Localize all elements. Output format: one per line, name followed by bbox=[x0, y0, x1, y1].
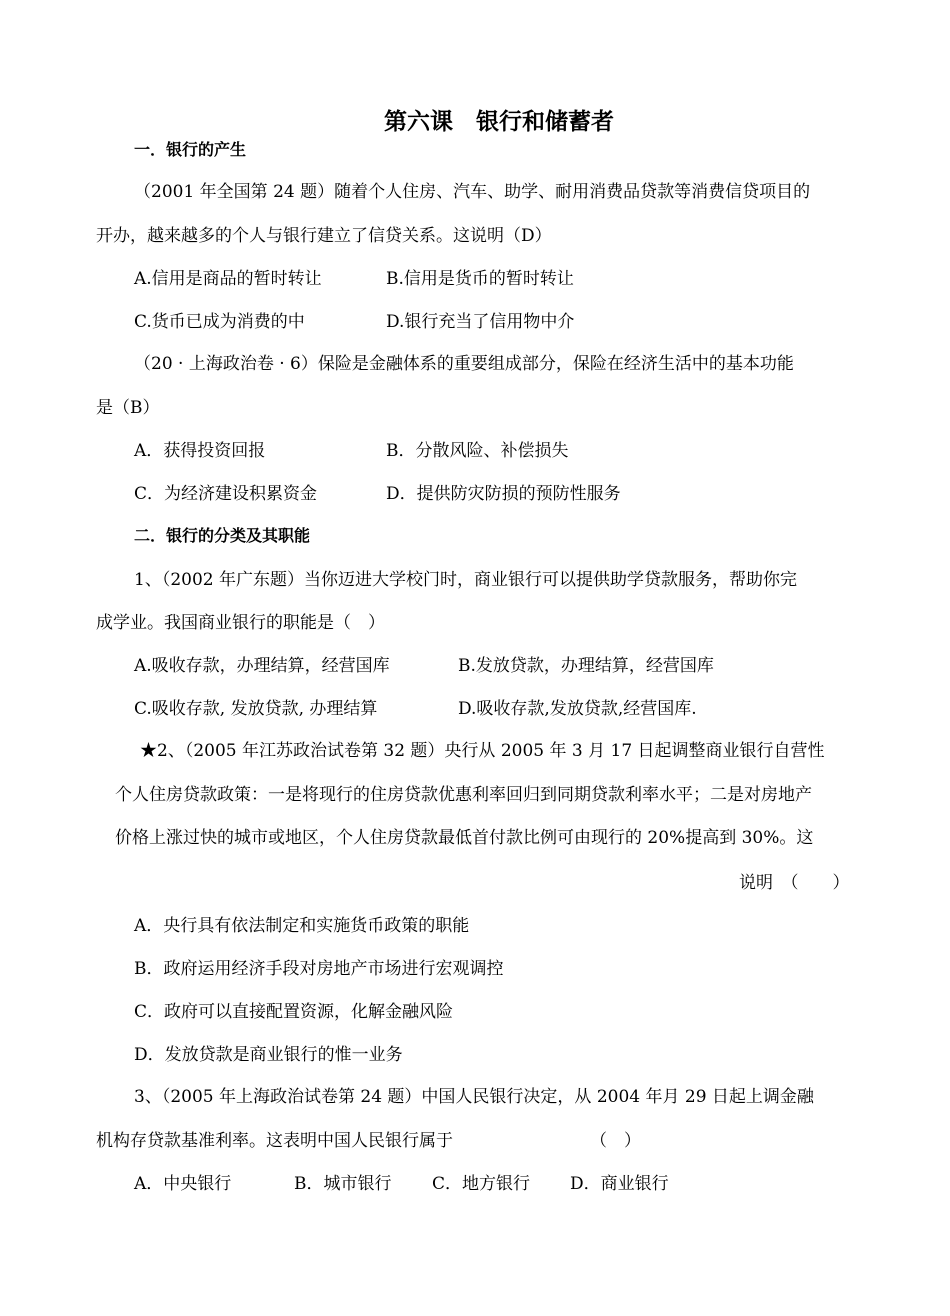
option-c: C.货币已成为消费的中 bbox=[134, 312, 305, 332]
question-text: 成学业。我国商业银行的职能是（ ） bbox=[96, 613, 385, 633]
option-d: D.银行充当了信用物中介 bbox=[386, 312, 575, 332]
question-text: ★2、（2005 年江苏政治试卷第 32 题）央行从 2005 年 3 月 17 日起调整商业银行自营性 bbox=[140, 741, 825, 761]
option-d: D.吸收存款,发放贷款,经营国库. bbox=[458, 699, 697, 719]
option-b: B.信用是货币的暂时转让 bbox=[386, 269, 574, 289]
question-text: 个人住房贷款政策：一是将现行的住房贷款优惠利率回归到同期贷款利率水平；二是对房地产 bbox=[115, 785, 812, 805]
question-text: 说明 （ ） bbox=[739, 873, 850, 893]
question-text: 3、（2005 年上海政治试卷第 24 题）中国人民银行决定，从 2004 年月 29 日起上调金融 bbox=[134, 1087, 814, 1107]
option-d: D．提供防灾防损的预防性服务 bbox=[386, 484, 621, 504]
option-c: C.吸收存款, 发放贷款, 办理结算 bbox=[134, 699, 378, 719]
answer-blank: （ ） bbox=[590, 1131, 641, 1151]
question-text: 1、（2002 年广东题）当你迈进大学校门时，商业银行可以提供助学贷款服务，帮助你完 bbox=[134, 570, 797, 590]
option-b: B．分散风险、补偿损失 bbox=[386, 441, 569, 461]
option-a: A．获得投资回报 bbox=[134, 441, 266, 461]
section-heading-2: 二．银行的分类及其职能 bbox=[134, 526, 311, 545]
option-a: A.吸收存款，办理结算，经营国库 bbox=[134, 656, 390, 676]
question-text: 是（B） bbox=[96, 398, 160, 418]
question-text: 机构存贷款基准利率。这表明中国人民银行属于 bbox=[96, 1131, 453, 1151]
option-b: B.发放贷款，办理结算，经营国库 bbox=[458, 656, 714, 676]
option-c: C．为经济建设积累资金 bbox=[134, 484, 318, 504]
option-a: A．央行具有依法制定和实施货币政策的职能 bbox=[134, 916, 470, 936]
option-b: B．政府运用经济手段对房地产市场进行宏观调控 bbox=[134, 959, 504, 979]
question-text: （2001 年全国第 24 题）随着个人住房、汽车、助学、耐用消费品贷款等消费信贷项目的 bbox=[134, 182, 811, 202]
option-c: C．政府可以直接配置资源，化解金融风险 bbox=[134, 1002, 454, 1022]
option-c: C．地方银行 bbox=[432, 1174, 531, 1194]
question-text: 开办，越来越多的个人与银行建立了信贷关系。这说明（D） bbox=[96, 226, 552, 246]
page-title: 第六课 银行和储蓄者 bbox=[384, 109, 614, 135]
option-a: A．中央银行 bbox=[134, 1174, 232, 1194]
question-text: 价格上涨过快的城市或地区，个人住房贷款最低首付款比例可由现行的 20%提高到 30%。这 bbox=[115, 828, 814, 848]
question-text: （20 · 上海政治卷 · 6）保险是金融体系的重要组成部分，保险在经济生活中的基本功能 bbox=[134, 354, 794, 374]
option-d: D．发放贷款是商业银行的惟一业务 bbox=[134, 1045, 403, 1065]
option-d: D．商业银行 bbox=[570, 1174, 669, 1194]
option-b: B．城市银行 bbox=[294, 1174, 392, 1194]
section-heading-1: 一．银行的产生 bbox=[134, 140, 247, 159]
option-a: A.信用是商品的暂时转让 bbox=[134, 269, 322, 289]
